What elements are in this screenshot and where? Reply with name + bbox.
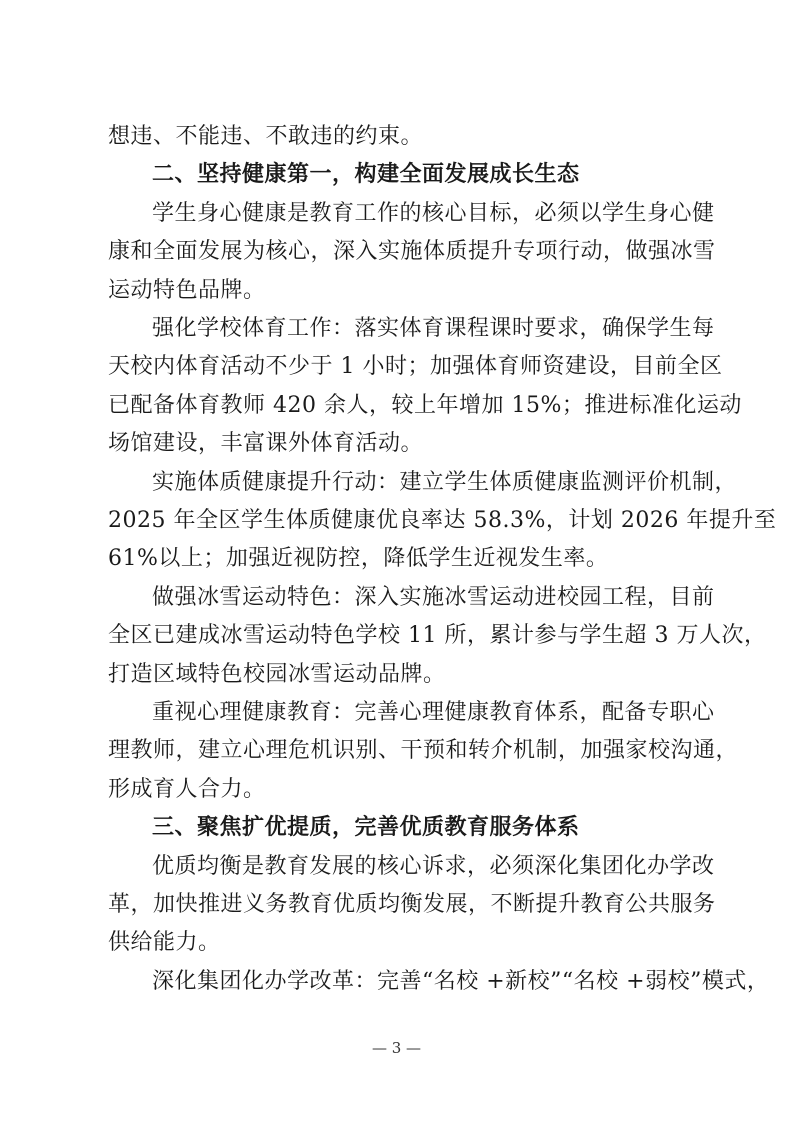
paragraph-line: 形成育人合力。 — [108, 776, 266, 802]
paragraph-line: 天校内体育活动不少于 1 小时；加强体育师资建设，目前全区 — [108, 354, 723, 380]
paragraph-line: 场馆建设，丰富课外体育活动。 — [108, 431, 424, 457]
paragraph-line: 强化学校体育工作：落实体育课程课时要求，确保学生每 — [152, 316, 715, 341]
paragraph-line: 供给能力。 — [108, 930, 221, 956]
paragraph-line: 61%以上；加强近视防控，降低学生近视发生率。 — [108, 546, 609, 572]
paragraph-line: 2025 年全区学生体质健康优良率达 58.3%，计划 2026 年提升至 — [108, 508, 777, 533]
paragraph-line: 理教师，建立心理危机识别、干预和转介机制，加强家校沟通， — [108, 738, 739, 764]
paragraph-line: 运动特色品牌。 — [108, 277, 266, 303]
page-number: — 3 — — [371, 1039, 422, 1057]
paragraph-line: 打造区域特色校园冰雪运动品牌。 — [108, 661, 446, 687]
section-heading-2: 二、坚持健康第一，构建全面发展成长生态 — [152, 162, 580, 188]
paragraph-line: 康和全面发展为核心，深入实施体质提升专项行动，做强冰雪 — [108, 239, 716, 265]
paragraph-line: 优质均衡是教育发展的核心诉求，必须深化集团化办学改 — [152, 853, 715, 879]
paragraph-line: 全区已建成冰雪运动特色学校 11 所，累计参与学生超 3 万人次， — [108, 623, 767, 649]
paragraph-line: 学生身心健康是教育工作的核心目标，必须以学生身心健 — [152, 200, 715, 226]
paragraph-line: 深化集团化办学改革：完善“名校 +新校”“名校 +弱校”模式， — [152, 968, 770, 994]
section-heading-3: 三、聚焦扩优提质，完善优质教育服务体系 — [152, 815, 580, 841]
paragraph-line: 想违、不能违、不敢违的约束。 — [108, 124, 424, 149]
paragraph-line: 已配备体育教师 420 余人，较上年增加 15%；推进标准化运动 — [108, 392, 742, 418]
paragraph-line: 实施体质健康提升行动：建立学生体质健康监测评价机制， — [152, 469, 738, 495]
paragraph-line: 革，加快推进义务教育优质均衡发展，不断提升教育公共服务 — [108, 892, 716, 917]
paragraph-line: 做强冰雪运动特色：深入实施冰雪运动进校园工程，目前 — [152, 584, 715, 610]
paragraph-line: 重视心理健康教育：完善心理健康教育体系，配备专职心 — [152, 700, 715, 725]
